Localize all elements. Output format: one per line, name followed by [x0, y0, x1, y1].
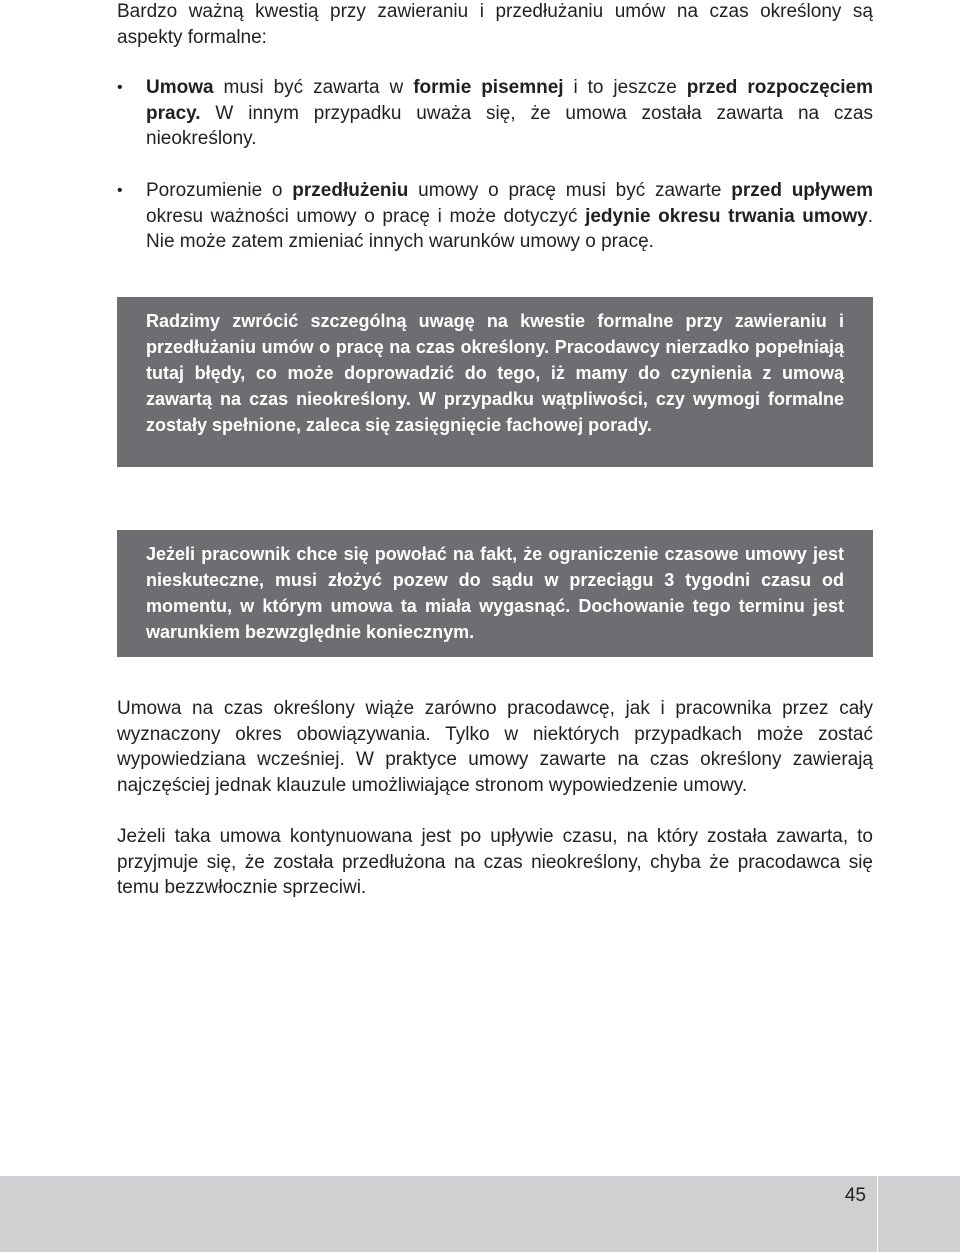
bullet-text-bold: Umowa	[146, 77, 214, 98]
body-paragraph-termination: Umowa na czas określony wiąże zarówno pracodawcę, jak i pracownika przez cały wyznaczony okres obowiązywania. Tylko w niektórych przypadkach może zostać wypowiedziana wcześniej. W praktyce umowy zawarte na czas określony zawierają najczęściej jednak klauzule umożliwiające stronom wypowiedzenie umowy.	[117, 698, 873, 796]
body-paragraph-continuation: Jeżeli taka umowa kontynuowana jest po upływie czasu, na który została zawarta, to przyjmuje się, że została przedłużona na czas nieokreślony, chyba że pracodawca się temu bezzwłocznie sprzeciwi.	[117, 826, 873, 898]
bullet-text-bold: przed rozpoczęciem pracy.	[146, 77, 873, 124]
bullet-icon: •	[117, 79, 123, 96]
bullet-item-extension	[117, 178, 873, 255]
bullet-text-regular: musi być zawarta w	[213, 77, 414, 98]
footer-divider	[877, 1176, 878, 1252]
bullet-text-regular: umowy o pracę musi być zawarte	[408, 180, 732, 201]
bullet-text-regular: . Nie może zatem zmieniać innych warunków umowy o pracę.	[146, 205, 873, 252]
bullet-text-regular: W innym przypadku uważa się, że umowa została zawarta na czas nieokreślony.	[146, 102, 873, 149]
bullet-text-regular: i to jeszcze	[563, 77, 687, 98]
bullet-text	[146, 75, 873, 152]
intro-paragraph: Bardzo ważną kwestią przy zawieraniu i przedłużaniu umów na czas określony są aspekty formalne:	[117, 1, 873, 48]
advice-box-text: Jeżeli pracownik chce się powołać na fakt, że ograniczenie czasowe umowy jest nieskuteczne, musi złożyć pozew do sądu w przeciągu 3 tygodni czasu od momentu, w którym umowa ta miała wygasnąć. Dochowanie tego terminu jest warunkiem bezwzględnie koniecznym.	[146, 544, 844, 642]
bullet-text-regular: okresu ważności umowy o pracę i może dotyczyć	[146, 205, 586, 227]
advice-box-lawsuit	[117, 530, 873, 657]
bullet-text-regular: Porozumienie o	[146, 180, 293, 201]
bullet-text-bold: formie pisemnej	[413, 77, 564, 98]
bullet-text	[146, 178, 873, 255]
bullet-item-written-form	[117, 75, 873, 152]
footer-bar	[0, 1176, 960, 1252]
bullet-text-bold: jedynie okresu trwania umowy	[585, 205, 868, 227]
page-number: 45	[844, 1185, 866, 1206]
advice-box-formal	[117, 297, 873, 467]
bullet-text-bold: przedłużeniu	[292, 180, 409, 201]
bullet-icon: •	[117, 182, 123, 199]
advice-box-text: Radzimy zwrócić szczególną uwagę na kwestie formalne przy zawieraniu i przedłużaniu umów o pracę na czas określony. Pracodawcy nierzadko popełniają tutaj błędy, co może doprowadzić do tego, iż mamy do czynienia z umową zawartą na czas nieokreślony. W przypadku wątpliwości, czy wymogi formalne zostały spełnione, zaleca się zasięgnięcie fachowej porady.	[146, 311, 844, 435]
bullet-text-bold: przed upływem	[731, 180, 874, 201]
